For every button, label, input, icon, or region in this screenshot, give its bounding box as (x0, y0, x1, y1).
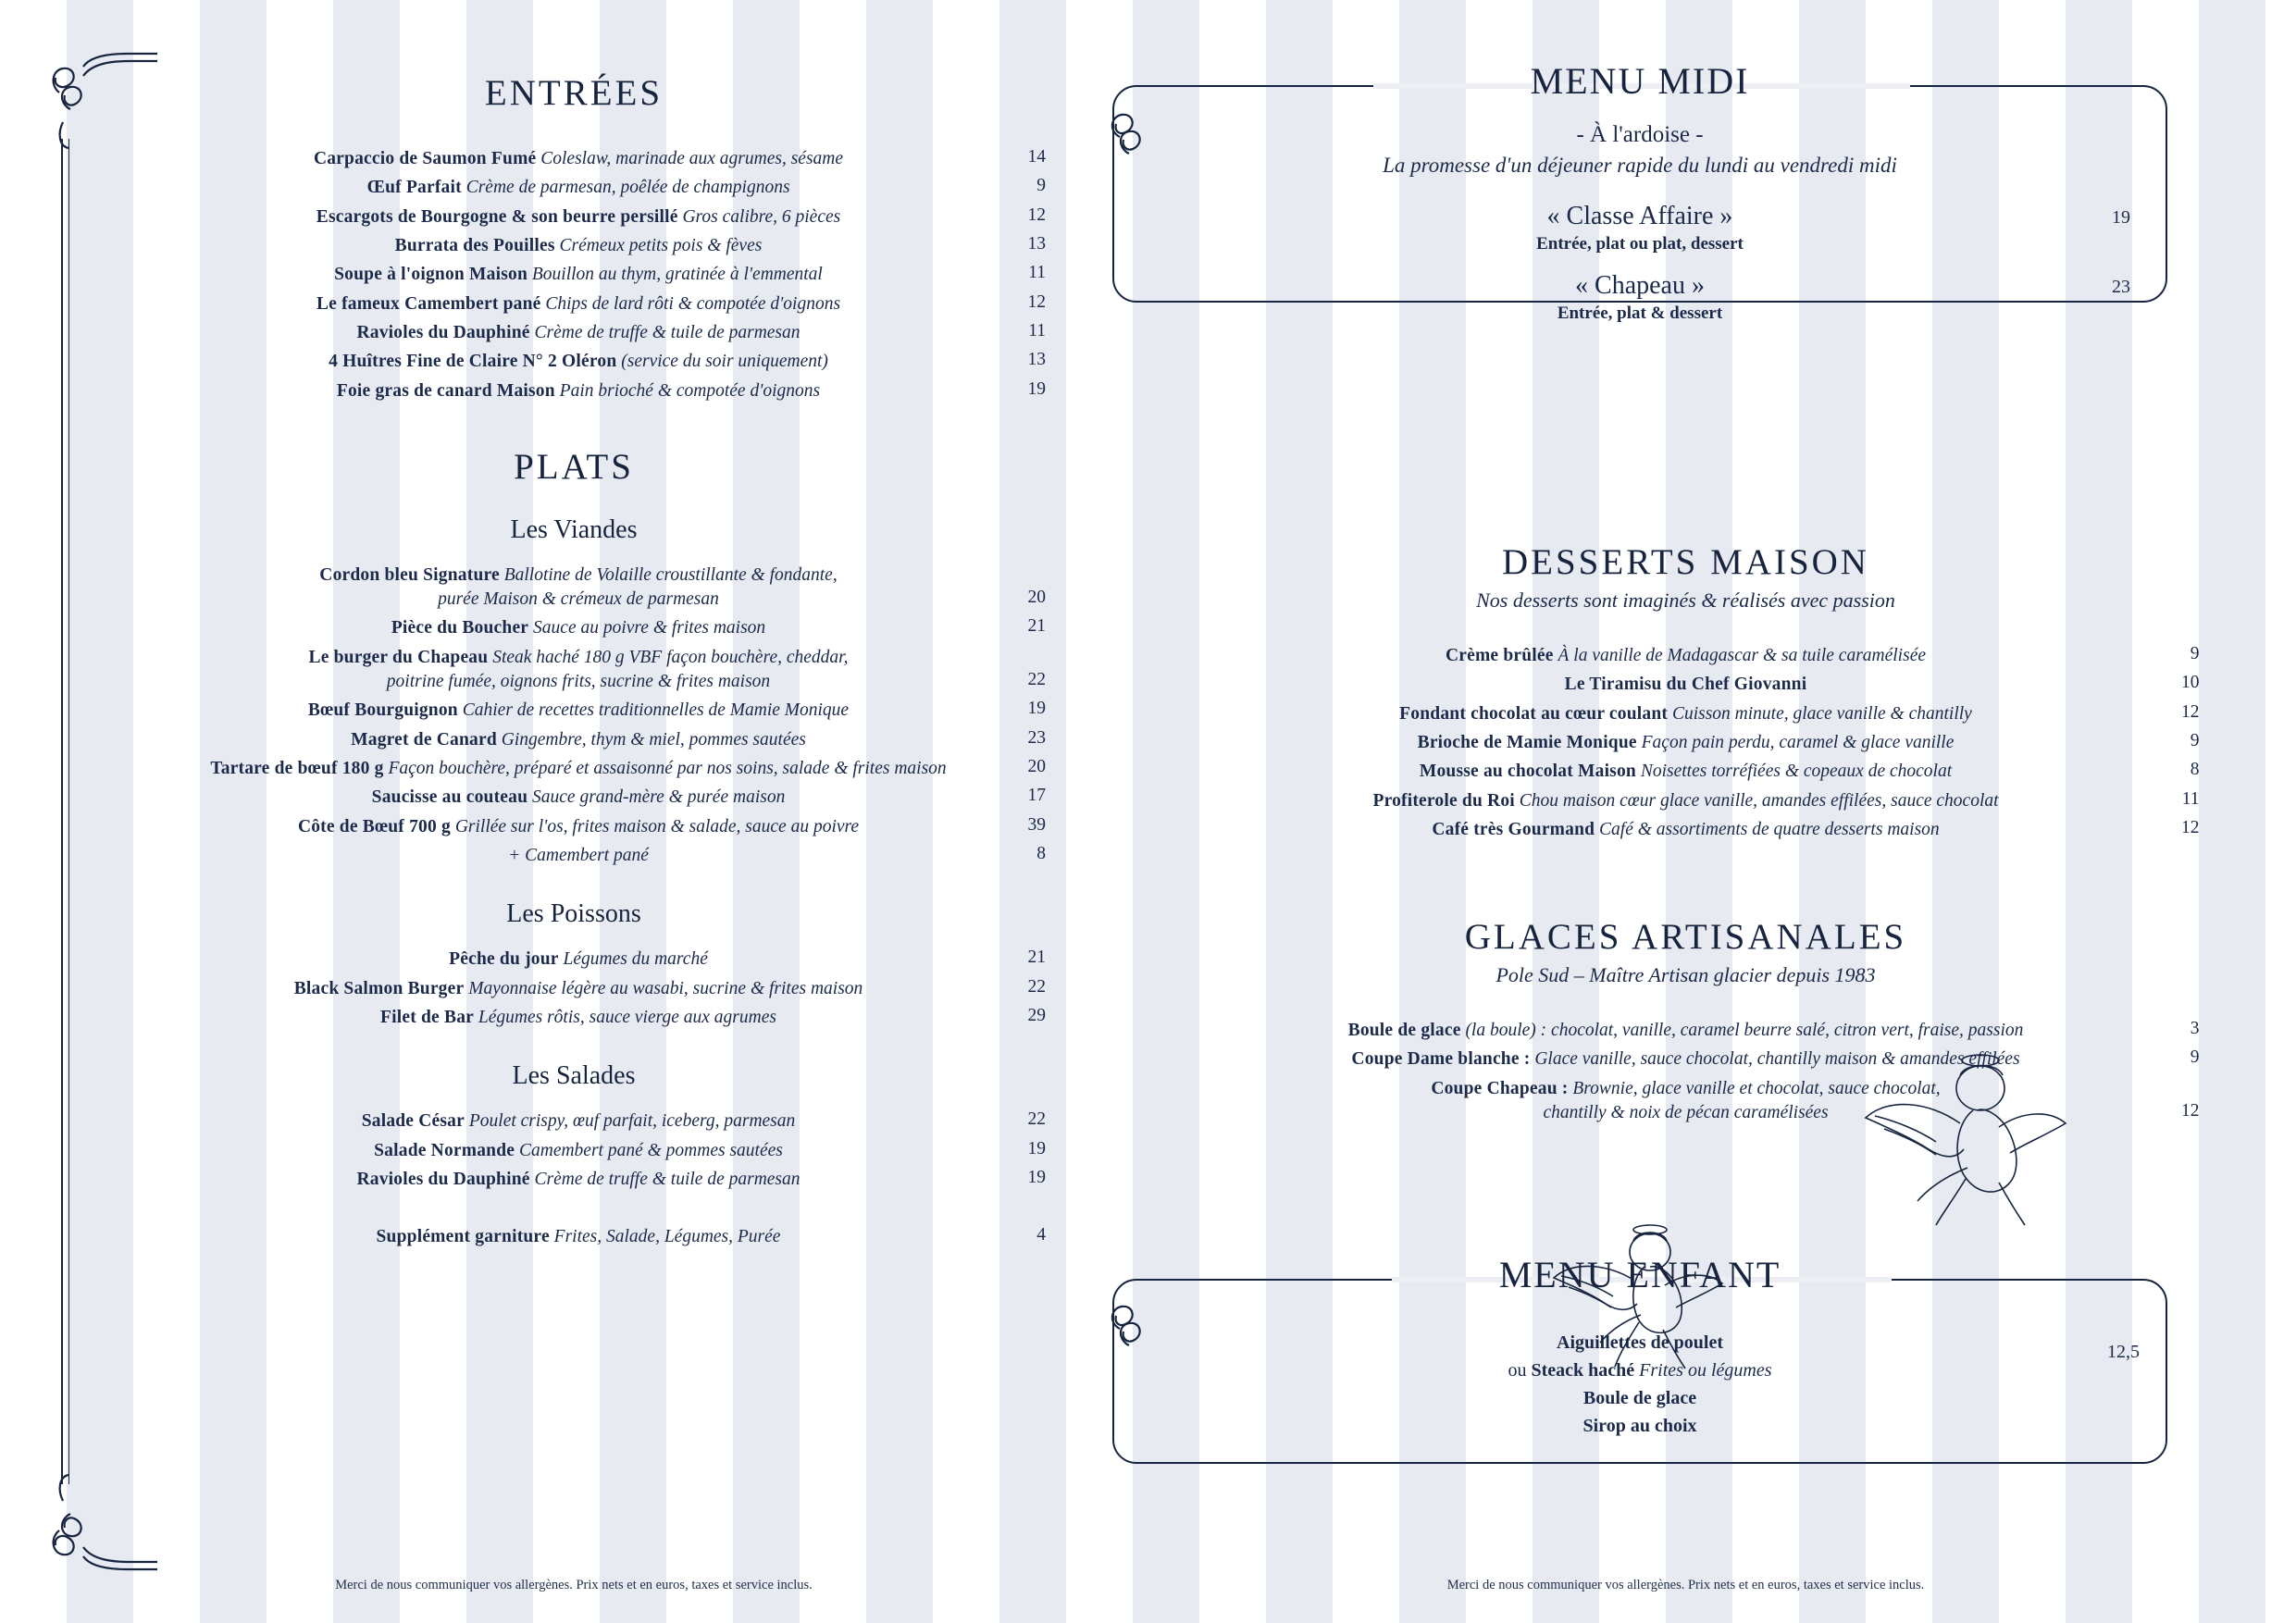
enfant-line-1: Aiguillettes de poulet (1557, 1332, 1723, 1353)
menu-item-desc: Glace vanille, sauce chocolat, chantilly maison & amandes effilées (1534, 1049, 2020, 1070)
menu-item-desc: Mayonnaise légère au wasabi, sucrine & frites maison (468, 978, 863, 998)
menu-item-price: 19 (1027, 1167, 1046, 1187)
menu-enfant-lines (1114, 1329, 2166, 1440)
menu-item-desc: Camembert pané & pommes sautées (518, 1140, 783, 1160)
menu-item (1173, 818, 2200, 842)
left-border-line-thin (68, 139, 69, 1484)
formula-chapeau (1114, 271, 2166, 324)
menu-item-desc: Noisettes torréfiées & copeaux de chocolat (1640, 762, 1953, 782)
menu-item-text (377, 1225, 781, 1249)
menu-item-desc: Pain brioché & compotée d'oignons (559, 380, 821, 401)
menu-item-price: 8 (2190, 760, 2200, 780)
menu-item (111, 757, 1046, 781)
menu-item (111, 1006, 1046, 1030)
menu-item-name: Pêche du jour (449, 949, 559, 970)
menu-item-text (366, 176, 789, 200)
menu-item-text (372, 786, 786, 810)
menu-item-price: 29 (1027, 1005, 1046, 1025)
menu-item (111, 176, 1046, 200)
menu-item-name: Café très Gourmand (1432, 819, 1595, 839)
right-footer-note: Merci de nous communiquer vos allergènes. Prix nets et en euros, taxes et service inclus. (1446, 1578, 1925, 1592)
menu-midi-box (1112, 60, 2167, 323)
section-title-entrees: ENTRÉES (484, 73, 664, 113)
menu-item-name: Côte de Bœuf 700 g (297, 816, 451, 836)
menu-item-desc: Façon bouchère, préparé et assaisonné par nos soins, salade & frites maison (388, 759, 947, 778)
menu-item (111, 948, 1046, 972)
menu-item (111, 234, 1046, 258)
glaces-list (1173, 1019, 2200, 1125)
menu-item-desc: (la boule) : chocolat, vanille, caramel beurre salé, citron vert, fraise, passion (1465, 1021, 2024, 1040)
menu-item-desc: Sauce grand-mère & purée maison (532, 787, 786, 808)
menu-item-name: Profiterole du Roi (1372, 790, 1515, 811)
menu-item-desc: Chips de lard rôti & compotée d'oignons (545, 293, 841, 314)
menu-item (1173, 789, 2200, 813)
menu-item-name: Mousse au chocolat Maison (1419, 762, 1636, 782)
desserts-list (1173, 644, 2200, 842)
menu-item-price: 14 (1027, 147, 1046, 167)
menu-item-desc-2: poitrine fumée, oignons frits, sucrine & frites maison (386, 672, 771, 692)
menu-item-desc-2: chantilly & noix de pécan caramélisées (1543, 1102, 1829, 1122)
menu-item-price: 4 (1036, 1225, 1046, 1245)
menu-item (1173, 1047, 2200, 1072)
menu-midi-subtitle: - À l'ardoise - (1576, 122, 1704, 147)
menu-item (111, 263, 1046, 287)
right-page (1092, 0, 2296, 1623)
menu-item-name: Le Tiramisu du Chef Giovanni (1564, 675, 1807, 695)
menu-item-text (374, 1139, 783, 1163)
menu-item-text (380, 1006, 776, 1030)
poissons-list (111, 948, 1046, 1030)
formula-price: 23 (2112, 277, 2130, 297)
menu-item (111, 699, 1046, 723)
menu-item-name: Coupe Chapeau : (1431, 1078, 1569, 1098)
section-title-glaces: GLACES ARTISANALES (1464, 917, 1907, 957)
entrees-list (111, 147, 1046, 403)
menu-midi-title: MENU MIDI (1530, 60, 1750, 102)
left-page (0, 0, 1092, 1623)
menu-item-price: 10 (2181, 673, 2200, 693)
section-title-plats: PLATS (514, 446, 634, 487)
menu-item (1173, 1077, 2200, 1126)
menu-item (111, 205, 1046, 229)
menu-item-text (1399, 702, 1972, 726)
frame-flourish-midi-icon (1101, 100, 1175, 174)
menu-item-text (337, 379, 820, 403)
glaces-subtitle: Pole Sud – Maître Artisan glacier depuis 1983 (1496, 963, 1876, 986)
menu-item-price: 8 (1036, 843, 1046, 863)
menu-item (111, 564, 1046, 613)
menu-item (111, 646, 1046, 695)
menu-item (111, 1109, 1046, 1134)
formula-desc: Entrée, plat ou plat, dessert (1536, 234, 1744, 254)
menu-item-text (1372, 789, 1998, 813)
menu-item-desc: Brownie, glace vanille et chocolat, sauce chocolat, (1572, 1078, 1941, 1098)
menu-item (111, 350, 1046, 374)
menu-item-name: 4 Huîtres Fine de Claire N° 2 Oléron (329, 352, 617, 372)
menu-item-name: Salade César (361, 1111, 465, 1132)
menu-item-desc: (service du soir uniquement) (621, 352, 828, 372)
menu-item-price: 39 (1027, 814, 1046, 835)
section-title-desserts: DESSERTS MAISON (1502, 542, 1869, 582)
menu-item-name: Coupe Dame blanche : (1351, 1049, 1531, 1070)
enfant-line-2-name: Steack haché (1531, 1360, 1635, 1381)
menu-item-desc: Sauce au poivre & frites maison (533, 618, 766, 638)
menu-midi-title-wrap (1114, 59, 2166, 103)
menu-item (111, 1168, 1046, 1192)
menu-item-name: Escargots de Bourgogne & son beurre persillé (316, 206, 678, 227)
menu-item-price: 17 (1027, 786, 1046, 806)
menu-item-text (308, 699, 849, 723)
menu-item (111, 815, 1046, 839)
menu-item-text (1351, 1047, 2019, 1072)
menu-item-price: 19 (1027, 699, 1046, 719)
menu-item-price: 12 (2181, 701, 2200, 722)
menu-item-desc: Grillée sur l'os, frites maison & salade, sauce au poivre (454, 816, 860, 836)
menu-item-name: Foie gras de canard Maison (336, 380, 555, 401)
enfant-price: 12,5 (2107, 1342, 2140, 1362)
menu-item-name: Pièce du Boucher (391, 618, 529, 638)
menu-item-name: Brioche de Mamie Monique (1417, 732, 1637, 752)
corner-flourish-bottom-left-icon (46, 1468, 167, 1579)
menu-item-text (449, 948, 708, 972)
menu-item-name: Fondant chocolat au cœur coulant (1399, 703, 1669, 724)
menu-item-text (362, 1109, 796, 1134)
menu-item-name: Filet de Bar (380, 1007, 475, 1027)
menu-item-text (508, 844, 649, 868)
subsection-title-salades: Les Salades (512, 1061, 636, 1091)
menu-item-desc: Légumes du marché (563, 949, 708, 970)
viandes-list (111, 564, 1046, 868)
menu-item (1173, 1019, 2200, 1043)
menu-item-price: 11 (1028, 263, 1046, 283)
menu-item-desc: Café & assortiments de quatre desserts maison (1599, 819, 1940, 839)
frame-flourish-enfant-icon (1101, 1292, 1175, 1366)
menu-item-desc: Gingembre, thym & miel, pommes sautées (501, 729, 806, 750)
menu-item (111, 728, 1046, 752)
enfant-line-3: Boule de glace (1582, 1388, 1697, 1408)
menu-item-text (1565, 673, 1807, 697)
menu-item-desc: Crème de parmesan, poêlée de champignons (465, 178, 790, 198)
menu-item-price: 9 (1036, 176, 1046, 196)
menu-item-price: 20 (1027, 587, 1046, 607)
menu-item (111, 844, 1046, 868)
left-footer-note: Merci de nous communiquer vos allergènes. Prix nets et en euros, taxes et service inclus. (335, 1578, 813, 1592)
menu-item-desc: Légumes rôtis, sauce vierge aux agrumes (478, 1007, 776, 1027)
menu-item-name: Le burger du Chapeau (308, 647, 489, 667)
desserts-subtitle: Nos desserts sont imaginés & réalisés avec passion (1476, 588, 1895, 612)
menu-item-price: 13 (1027, 350, 1046, 370)
menu-item-text (319, 564, 837, 613)
menu-item (111, 616, 1046, 640)
subsection-title-viandes: Les Viandes (510, 514, 638, 544)
menu-item-text (314, 147, 843, 171)
menu-item-desc: À la vanille de Madagascar & sa tuile caramélisée (1558, 646, 1927, 665)
menu-item-name: Le fameux Camembert pané (316, 293, 541, 314)
salades-list (111, 1109, 1046, 1192)
menu-item-name: Œuf Parfait (366, 178, 462, 198)
enfant-line-2-prefix: ou (1508, 1360, 1532, 1381)
menu-item-text (395, 234, 763, 258)
menu-item (1173, 644, 2200, 668)
menu-item-text (1418, 731, 1955, 755)
menu-item-text (210, 757, 946, 781)
menu-item-text (1348, 1019, 2024, 1043)
menu-item-name: Bœuf Bourguignon (307, 700, 458, 721)
menu-item-name: Cordon bleu Signature (319, 564, 500, 585)
menu-item-desc: Cuisson minute, glace vanille & chantilly (1671, 703, 1972, 724)
menu-item-text (334, 263, 823, 287)
menu-item-name: Ravioles du Dauphiné (356, 1169, 530, 1189)
menu-item-price: 21 (1027, 616, 1046, 637)
menu-item (1173, 702, 2200, 726)
menu-item-desc: Chou maison cœur glace vanille, amandes effilées, sauce chocolat (1519, 790, 1999, 811)
menu-item-price: 22 (1027, 1109, 1046, 1130)
menu-item-text (316, 292, 840, 316)
menu-item-name: Ravioles du Dauphiné (356, 322, 530, 342)
menu-item-name: Supplément garniture (376, 1227, 550, 1247)
menu-item-text (298, 815, 859, 839)
menu-item-price: 13 (1027, 233, 1046, 254)
menu-item-text (329, 350, 828, 374)
menu-item-name: Magret de Canard (351, 729, 497, 750)
menu-item-name: Soupe à l'oignon Maison (334, 265, 528, 285)
menu-item-desc: Gros calibre, 6 pièces (682, 206, 841, 227)
menu-item-name: Tartare de bœuf 180 g (210, 759, 384, 778)
menu-item-name: Saucisse au couteau (371, 787, 528, 808)
menu-item (111, 292, 1046, 316)
menu-item-price: 11 (2181, 788, 2200, 809)
menu-item-price: 9 (2190, 730, 2200, 750)
menu-item-desc: Crème de truffe & tuile de parmesan (534, 322, 800, 342)
menu-item (111, 977, 1046, 1001)
menu-item-desc: Frites, Salade, Légumes, Purée (553, 1227, 781, 1247)
subsection-title-poissons: Les Poissons (506, 899, 641, 929)
menu-item-name: Salade Normande (374, 1140, 515, 1160)
menu-item-desc: Poulet crispy, œuf parfait, iceberg, parmesan (468, 1111, 796, 1132)
menu-item (1173, 760, 2200, 784)
menu-item-text (391, 616, 765, 640)
menu-item-desc-2: purée Maison & crémeux de parmesan (438, 589, 719, 610)
menu-item-price: 19 (1027, 378, 1046, 399)
menu-item-price: 12 (2181, 1100, 2200, 1121)
enfant-line-2 (1114, 1357, 2166, 1384)
menu-item-price: 21 (1027, 948, 1046, 968)
menu-item-name: Burrata des Pouilles (394, 235, 555, 255)
enfant-line-4: Sirop au choix (1582, 1416, 1697, 1436)
menu-item (111, 1225, 1046, 1249)
menu-item-desc: + Camembert pané (508, 845, 649, 865)
menu-item-price: 23 (1027, 727, 1046, 748)
menu-item (1173, 673, 2200, 697)
formula-name: « Classe Affaire » (1546, 202, 1733, 230)
menu-item-desc: Ballotine de Volaille croustillante & fondante, (503, 564, 838, 585)
menu-item-price: 11 (1028, 320, 1046, 341)
menu-item-text (1420, 760, 1952, 784)
menu-item-desc: Coleslaw, marinade aux agrumes, sésame (540, 149, 844, 168)
menu-item-price: 9 (2190, 1047, 2200, 1068)
menu-midi-tagline: La promesse d'un déjeuner rapide du lundi au vendredi midi (1383, 154, 1897, 177)
menu-item-price: 12 (1027, 291, 1046, 312)
menu-item-price: 22 (1027, 976, 1046, 997)
menu-item-text (351, 728, 806, 752)
menu-item-price: 20 (1027, 757, 1046, 776)
menu-item-price: 22 (1027, 669, 1046, 689)
formula-name: « Chapeau » (1575, 271, 1705, 300)
menu-item-price: 9 (2190, 644, 2200, 663)
menu-item-text (294, 977, 863, 1001)
menu-enfant-title: MENU ENFANT (1498, 1254, 1781, 1295)
menu-item-name: Carpaccio de Saumon Fumé (313, 149, 537, 168)
menu-enfant-title-wrap (1114, 1253, 2166, 1296)
menu-item-name: Boule de glace (1347, 1021, 1461, 1040)
menu-item-name: Black Salmon Burger (293, 978, 465, 998)
menu-item-text (1432, 818, 1939, 842)
formula-classe-affaire (1114, 202, 2166, 254)
menu-enfant-box (1112, 1254, 2167, 1464)
menu-item-name: Crème brûlée (1445, 646, 1554, 665)
menu-item-desc: Façon pain perdu, caramel & glace vanille (1641, 732, 1955, 752)
menu-item-price: 3 (2190, 1019, 2200, 1038)
menu-item (111, 147, 1046, 171)
menu-item-desc: Crème de truffe & tuile de parmesan (534, 1169, 800, 1189)
enfant-line-2-desc: Frites ou légumes (1634, 1360, 1772, 1381)
menu-item-price: 12 (1027, 204, 1046, 225)
menu-item-text (356, 321, 800, 345)
menu-item-desc: Bouillon au thym, gratinée à l'emmental (531, 265, 823, 285)
menu-item (1173, 731, 2200, 755)
menu-item (111, 379, 1046, 403)
menu-item-price: 12 (2181, 817, 2200, 837)
menu-item-text (1446, 644, 1926, 668)
menu-item-desc: Cahier de recettes traditionnelles de Mamie Monique (462, 700, 850, 721)
menu-item-text (356, 1168, 800, 1192)
formula-price: 19 (2112, 207, 2130, 228)
menu-item-desc: Crémeux petits pois & fèves (559, 235, 763, 255)
menu-item-text (309, 646, 849, 695)
left-border-line (61, 139, 63, 1484)
menu-item (111, 786, 1046, 810)
menu-item-desc: Steak haché 180 g VBF façon bouchère, cheddar, (492, 647, 849, 667)
menu-item-price: 19 (1027, 1138, 1046, 1158)
menu-item-text (1431, 1077, 1940, 1126)
formula-desc: Entrée, plat & dessert (1557, 304, 1723, 323)
menu-item (111, 1139, 1046, 1163)
menu-item-text (316, 205, 841, 229)
menu-item (111, 321, 1046, 345)
supplement-row (111, 1225, 1046, 1249)
